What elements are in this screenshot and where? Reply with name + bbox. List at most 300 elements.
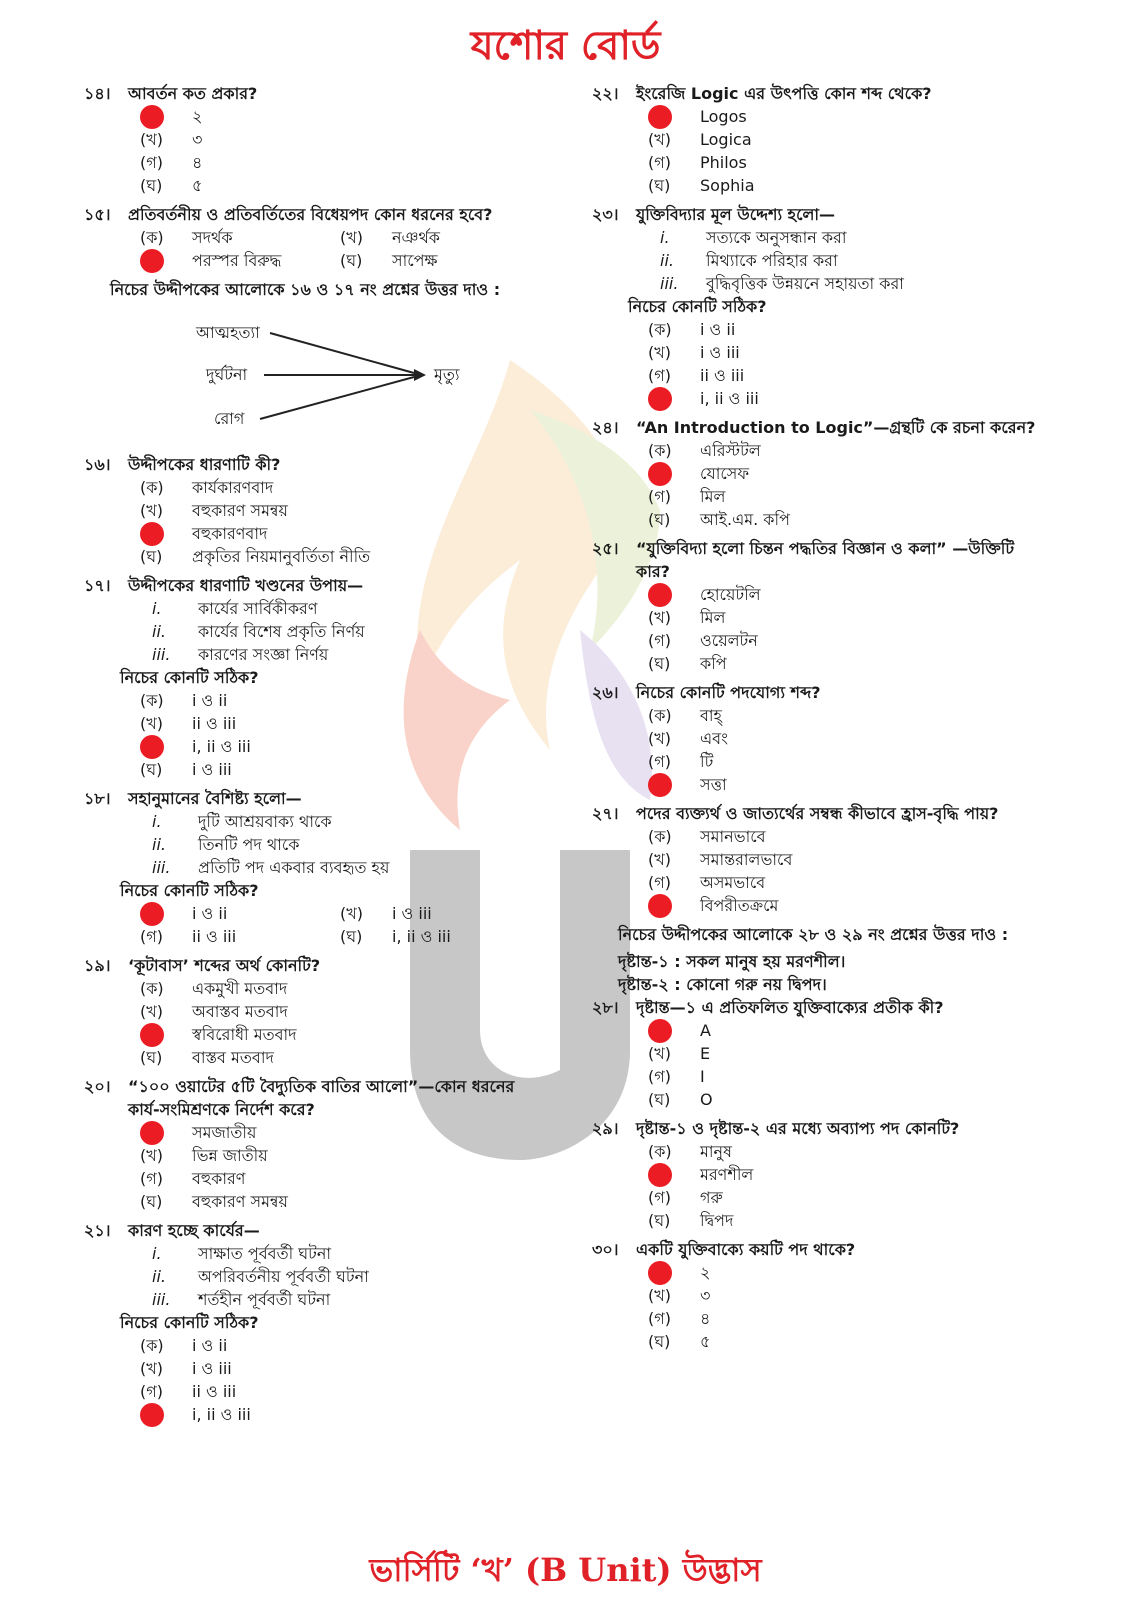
option-text: যোসেফ	[700, 464, 750, 483]
option-label: (ক)	[140, 478, 164, 497]
option-text: O	[700, 1090, 713, 1109]
option-text: A	[700, 1021, 711, 1040]
option-a-correct	[140, 105, 544, 128]
statement-text: বুদ্ধিবৃত্তিক উন্নয়নে সহায়তা করা	[706, 274, 904, 293]
correct-answer-dot-icon	[140, 1121, 164, 1145]
option-d-correct	[648, 773, 1042, 796]
option-label: (গ)	[140, 927, 163, 946]
statement-label: ii.	[152, 835, 166, 854]
option-d	[140, 1190, 544, 1213]
option-label: (গ)	[648, 631, 671, 650]
option-label: (খ)	[140, 130, 163, 149]
option-text: সমজাতীয়	[192, 1123, 257, 1142]
statement-label: i.	[152, 812, 162, 831]
option-text: ৫	[192, 176, 203, 195]
diagram-effect: মৃত্যু	[434, 365, 460, 384]
option-a-correct	[140, 1121, 544, 1144]
option-text: ৩	[700, 1286, 711, 1305]
statement-ii	[140, 620, 544, 643]
option-c-correct	[140, 249, 340, 272]
question-30	[592, 1238, 1042, 1353]
option-label: (গ)	[648, 153, 671, 172]
option-text: বিপরীতক্রমে	[700, 896, 779, 915]
correct-answer-dot-icon	[648, 105, 672, 129]
statement-label: ii.	[660, 251, 674, 270]
statement-label: iii.	[152, 858, 171, 877]
option-label: (ঘ)	[340, 927, 363, 946]
option-text: ভিন্ন জাতীয়	[192, 1146, 268, 1165]
passage-28-29: নিচের উদ্দীপকের আলোকে ২৮ ও ২৯ নং প্রশ্নের উত্তর দাও :	[618, 925, 1009, 944]
correct-answer-dot-icon	[140, 1403, 164, 1427]
diagram-cause-1: আত্মহত্যা	[196, 323, 260, 342]
option-text: বাস্তব মতবাদ	[192, 1048, 274, 1067]
option-text: মিল	[700, 608, 726, 627]
option-text: ৩	[192, 130, 203, 149]
correct-answer-dot-icon	[648, 1163, 672, 1187]
question-number: ১৪।	[84, 84, 111, 103]
statement-i	[140, 597, 544, 620]
option-d	[340, 249, 540, 272]
option-a	[648, 704, 1042, 727]
option-label: (গ)	[648, 1309, 671, 1328]
question-number: ২৩।	[592, 205, 619, 224]
option-d	[648, 174, 1042, 197]
question-number: ৩০।	[592, 1240, 619, 1259]
option-b	[140, 712, 544, 735]
option-c	[648, 485, 1042, 508]
option-c-correct	[140, 522, 544, 545]
correct-answer-dot-icon	[140, 249, 164, 273]
option-text: বহুকারণ সমন্বয়	[192, 501, 288, 520]
statement-text: শর্তহীন পূর্ববর্তী ঘটনা	[198, 1290, 331, 1309]
option-c	[648, 750, 1042, 773]
option-c	[648, 1186, 1042, 1209]
correct-answer-dot-icon	[140, 522, 164, 546]
option-a	[140, 977, 544, 1000]
option-text: হোয়েটলি	[700, 585, 761, 604]
option-label: (খ)	[648, 850, 671, 869]
question-number: ১৭।	[84, 576, 111, 595]
option-text: I	[700, 1067, 705, 1086]
option-text: এবং	[700, 729, 728, 748]
option-a-correct	[648, 583, 1042, 606]
option-c	[648, 151, 1042, 174]
option-text: মিল	[700, 487, 726, 506]
correct-answer-dot-icon	[140, 1023, 164, 1047]
option-c-correct	[140, 1023, 544, 1046]
question-18	[84, 787, 544, 948]
option-c	[648, 871, 1042, 894]
option-label: (ঘ)	[140, 1192, 163, 1211]
option-label: (গ)	[648, 752, 671, 771]
option-text: স্ববিরোধী মতবাদ	[192, 1025, 297, 1044]
statement-i	[140, 810, 544, 833]
option-a-correct	[648, 1261, 1042, 1284]
option-text: অসমভাবে	[700, 873, 766, 892]
option-text: দ্বিপদ	[700, 1211, 734, 1230]
correct-answer-dot-icon	[140, 902, 164, 926]
option-text: ii ও iii	[700, 366, 745, 385]
option-label: (গ)	[648, 1067, 671, 1086]
option-text: বহুকারণ সমন্বয়	[192, 1192, 288, 1211]
option-text: টি	[700, 752, 714, 771]
choice-prompt: নিচের কোনটি সঠিক?	[120, 668, 259, 687]
question-text: “An Introduction to Logic”—গ্রন্থটি কে রচনা করেন?	[636, 418, 1036, 437]
option-label: (খ)	[140, 501, 163, 520]
option-text: i ও iii	[700, 343, 740, 362]
question-19	[84, 954, 544, 1069]
statement-iii	[140, 1288, 544, 1311]
option-b	[648, 1284, 1042, 1307]
example-1: দৃষ্টান্ত-১ : সকল মানুষ হয় মরণশীল।	[618, 952, 846, 971]
question-20	[84, 1075, 544, 1213]
correct-answer-dot-icon	[648, 773, 672, 797]
left-column	[84, 82, 544, 1432]
passage-16-17: নিচের উদ্দীপকের আলোকে ১৬ ও ১৭ নং প্রশ্নের উত্তর দাও :	[110, 280, 501, 299]
option-label: (গ)	[140, 153, 163, 172]
statement-iii	[140, 643, 544, 666]
option-text: ii ও iii	[192, 927, 237, 946]
option-label: (ক)	[648, 441, 672, 460]
option-b	[648, 727, 1042, 750]
option-label: (ঘ)	[340, 251, 363, 270]
option-text: ২	[700, 1263, 711, 1282]
option-d	[648, 1088, 1042, 1111]
question-25	[592, 537, 1042, 675]
option-text: i ও iii	[192, 1359, 232, 1378]
question-number: ২৭।	[592, 804, 619, 823]
option-label: (ক)	[140, 979, 164, 998]
question-text: ইংরেজি Logic এর উৎপত্তি কোন শব্দ থেকে?	[636, 84, 932, 103]
option-label: (খ)	[140, 714, 163, 733]
cause-effect-diagram	[84, 307, 544, 447]
statement-label: i.	[660, 228, 670, 247]
choice-prompt: নিচের কোনটি সঠিক?	[628, 297, 767, 316]
option-text: i ও ii	[192, 691, 228, 710]
option-text: E	[700, 1044, 711, 1063]
correct-answer-dot-icon	[648, 1019, 672, 1043]
option-label: (গ)	[648, 487, 671, 506]
option-label: (ক)	[648, 1142, 672, 1161]
question-27	[592, 802, 1042, 917]
option-text: অবাস্তব মতবাদ	[192, 1002, 288, 1021]
option-text: i, ii ও iii	[392, 927, 451, 946]
option-label: (ঘ)	[648, 1332, 671, 1351]
option-label: (খ)	[140, 1002, 163, 1021]
option-label: (খ)	[648, 130, 671, 149]
option-label: (ক)	[140, 691, 164, 710]
option-text: Logos	[700, 107, 747, 126]
question-text: উদ্দীপকের ধারণাটি খণ্ডনের উপায়—	[128, 576, 364, 595]
question-number: ১৬।	[84, 455, 111, 474]
option-text: এরিস্টটল	[700, 441, 761, 460]
question-number: ১৮।	[84, 789, 111, 808]
question-text: যুক্তিবিদ্যার মূল উদ্দেশ্য হলো—	[636, 205, 836, 224]
statement-label: ii.	[152, 1267, 166, 1286]
option-a-correct	[140, 902, 340, 925]
option-label: (ঘ)	[648, 654, 671, 673]
option-text: i, ii ও iii	[192, 737, 251, 756]
question-text: নিচের কোনটি পদযোগ্য শব্দ?	[636, 683, 821, 702]
option-label: (ঘ)	[648, 1090, 671, 1109]
question-text: “১০০ ওয়াটের ৫টি বৈদ্যুতিক বাতির আলো”—কোন ধরনের কার্য-সংমিশ্রণকে নির্দেশ করে?	[128, 1077, 515, 1119]
option-d	[140, 545, 544, 568]
question-text: প্রতিবর্তনীয় ও প্রতিবর্তিতের বিধেয়পদ কোন ধরনের হবে?	[128, 205, 493, 224]
option-b	[140, 1000, 544, 1023]
question-number: ২৫।	[592, 539, 619, 558]
option-text: প্রকৃতির নিয়মানুবর্তিতা নীতি	[192, 547, 371, 566]
statement-text: সাক্ষাত পূর্ববর্তী ঘটনা	[198, 1244, 332, 1263]
option-label: (ক)	[140, 228, 164, 247]
option-d	[340, 925, 540, 948]
option-b	[140, 128, 544, 151]
option-text: বহুকারণবাদ	[192, 524, 268, 543]
correct-answer-dot-icon	[648, 462, 672, 486]
option-a-correct	[648, 105, 1042, 128]
option-d	[140, 758, 544, 781]
option-text: আই.এম. কপি	[700, 510, 790, 529]
option-b	[140, 1357, 544, 1380]
question-text: কারণ হচ্ছে কার্যের—	[128, 1221, 260, 1240]
question-28	[592, 996, 1042, 1111]
option-b	[140, 499, 544, 522]
statement-iii	[140, 856, 544, 879]
footer-brand: ভার্সিটি ‘খ’ (B Unit) উদ্ভাস	[369, 1551, 762, 1589]
option-d	[648, 1330, 1042, 1353]
statement-label: i.	[152, 1244, 162, 1263]
option-text: সত্তা	[700, 775, 727, 794]
question-text: উদ্দীপকের ধারণাটি কী?	[128, 455, 281, 474]
option-label: (ঘ)	[648, 176, 671, 195]
option-label: (ঘ)	[140, 1048, 163, 1067]
option-label: (খ)	[648, 729, 671, 748]
statement-iii	[648, 272, 1042, 295]
option-label: (খ)	[340, 228, 363, 247]
option-c	[648, 1065, 1042, 1088]
statement-ii	[140, 833, 544, 856]
option-label: (খ)	[648, 343, 671, 362]
option-text: কপি	[700, 654, 727, 673]
option-b	[340, 226, 540, 249]
question-number: ২১।	[84, 1221, 111, 1240]
option-c	[140, 925, 340, 948]
option-text: i ও ii	[192, 1336, 228, 1355]
option-b	[648, 606, 1042, 629]
option-text: সমান্তরালভাবে	[700, 850, 793, 869]
option-text: একমুখী মতবাদ	[192, 979, 288, 998]
option-c-correct	[140, 735, 544, 758]
option-label: (ঘ)	[648, 1211, 671, 1230]
option-b	[648, 848, 1042, 871]
diagram-cause-3: রোগ	[214, 409, 245, 428]
page-title: যশোর বোর্ড	[470, 23, 661, 69]
option-label: (গ)	[140, 1382, 163, 1401]
example-2: দৃষ্টান্ত-২ : কোনো গরু নয় দ্বিপদ।	[618, 975, 827, 994]
statement-label: ii.	[152, 622, 166, 641]
option-text: সমানভাবে	[700, 827, 766, 846]
question-15	[84, 203, 544, 272]
option-c	[648, 364, 1042, 387]
option-b	[140, 1144, 544, 1167]
statement-i	[140, 1242, 544, 1265]
option-label: (খ)	[140, 1146, 163, 1165]
option-b-correct	[648, 462, 1042, 485]
correct-answer-dot-icon	[648, 894, 672, 918]
question-text: “যুক্তিবিদ্যা হলো চিন্তন পদ্ধতির বিজ্ঞান ও কলা” —উক্তিটি কার?	[636, 539, 1015, 581]
option-text: ii ও iii	[192, 1382, 237, 1401]
option-label: (খ)	[648, 1286, 671, 1305]
option-text: Sophia	[700, 176, 755, 195]
option-label: (ক)	[648, 706, 672, 725]
option-text: বাহ্	[700, 706, 722, 725]
statement-i	[648, 226, 1042, 249]
option-label: (খ)	[648, 1044, 671, 1063]
option-label: (ক)	[140, 1336, 164, 1355]
option-a	[648, 825, 1042, 848]
statement-label: iii.	[660, 274, 679, 293]
statement-text: তিনটি পদ থাকে	[198, 835, 300, 854]
choice-prompt: নিচের কোনটি সঠিক?	[120, 1313, 259, 1332]
statement-text: মিথ্যাকে পরিহার করা	[706, 251, 838, 270]
choice-prompt: নিচের কোনটি সঠিক?	[120, 881, 259, 900]
option-label: (গ)	[140, 1169, 163, 1188]
question-number: ২২।	[592, 84, 619, 103]
option-b	[340, 902, 540, 925]
option-b	[648, 1042, 1042, 1065]
question-text: পদের ব্যক্ত্যর্থ ও জাত্যর্থের সম্বন্ধ কীভাবে হ্রাস-বৃদ্ধি পায়?	[636, 804, 999, 823]
option-text: i ও iii	[192, 760, 232, 779]
correct-answer-dot-icon	[648, 1261, 672, 1285]
option-text: ৫	[700, 1332, 711, 1351]
option-text: সদর্থক	[192, 228, 233, 247]
correct-answer-dot-icon	[648, 583, 672, 607]
option-label: (গ)	[648, 873, 671, 892]
question-24	[592, 416, 1042, 531]
option-d	[648, 508, 1042, 531]
option-text: গরু	[700, 1188, 723, 1207]
option-b-correct	[648, 1163, 1042, 1186]
option-a	[648, 318, 1042, 341]
question-text: ‘কূটাবাস’ শব্দের অর্থ কোনটি?	[128, 956, 321, 975]
question-14	[84, 82, 544, 197]
option-text: Philos	[700, 153, 747, 172]
question-21	[84, 1219, 544, 1426]
right-column	[592, 82, 1042, 1359]
question-22	[592, 82, 1042, 197]
question-text: সহানুমানের বৈশিষ্ট্য হলো—	[128, 789, 302, 808]
option-text: i ও ii	[700, 320, 736, 339]
option-a-correct	[648, 1019, 1042, 1042]
question-16	[84, 453, 544, 568]
option-d	[648, 652, 1042, 675]
option-c	[140, 1380, 544, 1403]
question-number: ২৬।	[592, 683, 619, 702]
question-number: ২৮।	[592, 998, 619, 1017]
statement-label: iii.	[152, 1290, 171, 1309]
statement-label: i.	[152, 599, 162, 618]
question-number: ২৯।	[592, 1119, 619, 1138]
correct-answer-dot-icon	[648, 387, 672, 411]
option-d-correct	[648, 387, 1042, 410]
correct-answer-dot-icon	[140, 735, 164, 759]
option-text: পরস্পর বিরুদ্ধ	[192, 251, 282, 270]
option-c	[648, 629, 1042, 652]
option-label: (ঘ)	[140, 547, 163, 566]
question-number: ১৫।	[84, 205, 111, 224]
option-d	[648, 1209, 1042, 1232]
option-text: মরণশীল	[700, 1165, 754, 1184]
option-d-correct	[648, 894, 1042, 917]
question-text: দৃষ্টান্ত—১ এ প্রতিফলিত যুক্তিবাক্যের প্রতীক কী?	[636, 998, 944, 1017]
option-c	[140, 1167, 544, 1190]
option-text: নঞর্থক	[392, 228, 441, 247]
diagram-arrows	[84, 307, 544, 447]
option-a	[648, 439, 1042, 462]
statement-text: অপরিবর্তনীয় পূর্ববর্তী ঘটনা	[198, 1267, 369, 1286]
question-text: দৃষ্টান্ত-১ ও দৃষ্টান্ত-২ এর মধ্যে অব্যাপ্য পদ কোনটি?	[636, 1119, 960, 1138]
diagram-cause-2: দুর্ঘটনা	[206, 365, 248, 384]
question-17	[84, 574, 544, 781]
option-text: ২	[192, 107, 203, 126]
statement-text: দুটি আশ্রয়বাক্য থাকে	[198, 812, 332, 831]
option-c	[648, 1307, 1042, 1330]
option-d	[140, 1046, 544, 1069]
option-label: (ক)	[648, 320, 672, 339]
question-23	[592, 203, 1042, 410]
option-a	[140, 226, 340, 249]
statement-text: সত্যকে অনুসন্ধান করা	[706, 228, 847, 247]
option-text: মানুষ	[700, 1142, 732, 1161]
option-text: কার্যকারণবাদ	[192, 478, 274, 497]
question-text: আবর্তন কত প্রকার?	[128, 84, 258, 103]
option-label: (খ)	[140, 1359, 163, 1378]
option-a	[140, 476, 544, 499]
option-label: (ঘ)	[648, 510, 671, 529]
option-b	[648, 341, 1042, 364]
option-label: (গ)	[648, 366, 671, 385]
option-label: (ক)	[648, 827, 672, 846]
question-29	[592, 1117, 1042, 1232]
option-label: (ঘ)	[140, 760, 163, 779]
option-label: (গ)	[648, 1188, 671, 1207]
option-text: ii ও iii	[192, 714, 237, 733]
statement-text: প্রতিটি পদ একবার ব্যবহৃত হয়	[198, 858, 390, 877]
option-c	[140, 151, 544, 174]
statement-ii	[140, 1265, 544, 1288]
option-a	[140, 1334, 544, 1357]
option-text: ওয়েলটন	[700, 631, 758, 650]
option-text: সাপেক্ষ	[392, 251, 438, 270]
option-d-correct	[140, 1403, 544, 1426]
correct-answer-dot-icon	[140, 105, 164, 129]
option-text: i ও ii	[192, 904, 228, 923]
option-text: Logica	[700, 130, 752, 149]
option-text: বহুকারণ	[192, 1169, 246, 1188]
option-a	[648, 1140, 1042, 1163]
option-a	[140, 689, 544, 712]
option-label: (খ)	[340, 904, 363, 923]
question-26	[592, 681, 1042, 796]
option-text: i, ii ও iii	[700, 389, 759, 408]
option-text: ৪	[700, 1309, 711, 1328]
question-number: ২৪।	[592, 418, 619, 437]
option-b	[648, 128, 1042, 151]
statement-label: iii.	[152, 645, 171, 664]
option-text: i ও iii	[392, 904, 432, 923]
option-text: i, ii ও iii	[192, 1405, 251, 1424]
option-d	[140, 174, 544, 197]
statement-text: কার্যের সার্বিকীকরণ	[198, 599, 318, 618]
